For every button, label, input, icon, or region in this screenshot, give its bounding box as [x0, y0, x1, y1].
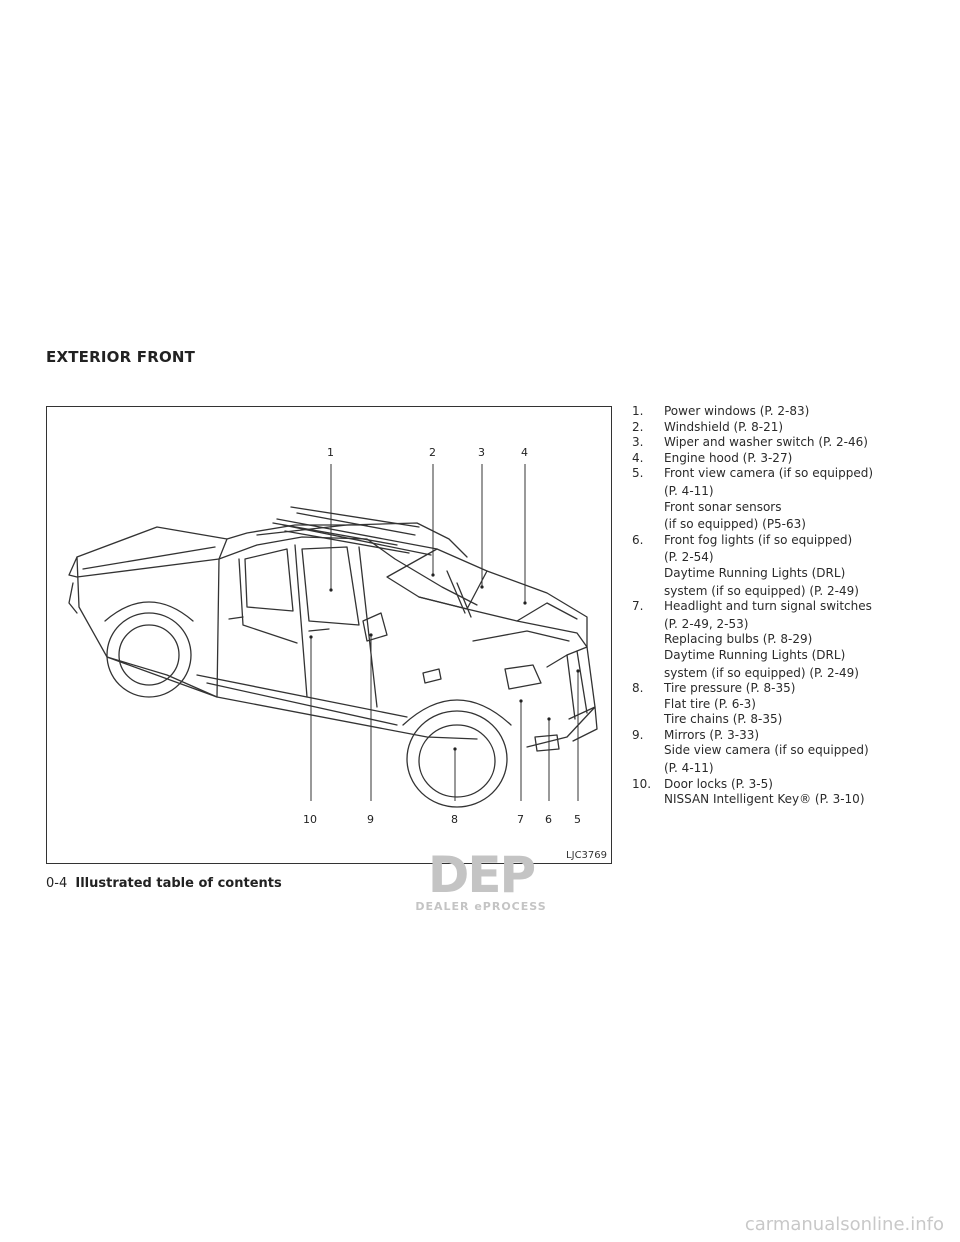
legend-text: Tire pressure (P. 8-35)	[664, 681, 796, 696]
legend-text: Front fog lights (if so equipped)	[664, 532, 853, 547]
legend-text: Door locks (P. 3-5)	[664, 776, 773, 791]
legend-item	[632, 777, 932, 808]
legend-text: Flat tire (P. 6-3)	[664, 696, 756, 711]
callout-9: 9	[367, 813, 374, 826]
truck-drawing	[47, 407, 613, 865]
site-watermark: carmanualsonline.info	[744, 1214, 944, 1235]
legend-item	[632, 681, 932, 728]
legend-number: 10.	[632, 776, 652, 791]
legend-number: 2.	[632, 419, 644, 434]
legend-number: 4.	[632, 450, 644, 465]
logo-text: DEP	[427, 848, 535, 904]
dealer-eprocess-logo	[398, 848, 564, 914]
legend-text: Tire chains (P. 8-35)	[664, 712, 783, 727]
page-number: 0-4	[46, 876, 68, 891]
legend-item	[632, 435, 932, 451]
legend-text: Power windows (P. 2-83)	[664, 404, 810, 418]
callout-10: 10	[303, 813, 317, 826]
legend-text: Wiper and washer switch (P. 2-46)	[664, 435, 868, 450]
chapter-title: Illustrated table of contents	[75, 876, 282, 891]
callout-7: 7	[517, 813, 524, 826]
callout-3: 3	[478, 446, 485, 459]
logo-tagline: DEALER ePROCESS	[415, 900, 547, 913]
legend-text: Front sonar sensors	[664, 499, 782, 514]
callout-1: 1	[327, 446, 334, 459]
callout-6: 6	[545, 813, 552, 826]
legend-item	[632, 404, 932, 420]
legend-text: system (if so equipped) (P. 2-49)	[664, 583, 859, 598]
legend-item	[632, 728, 932, 777]
legend-item	[632, 599, 932, 681]
legend-text: Front view camera (if so equipped)	[664, 466, 874, 481]
legend-text: NISSAN Intelligent Key® (P. 3-10)	[664, 792, 865, 807]
legend-text: Headlight and turn signal switches	[664, 599, 872, 614]
legend-text: Daytime Running Lights (DRL)	[664, 647, 846, 662]
legend-number: 8.	[632, 681, 644, 696]
legend-list	[632, 404, 932, 808]
callout-2: 2	[429, 446, 436, 459]
legend-item	[632, 451, 932, 467]
legend-text: system (if so equipped) (P. 2-49)	[664, 665, 859, 680]
legend-text: (P. 4-11)	[664, 483, 714, 498]
callout-5: 5	[574, 813, 581, 826]
page-footer	[46, 876, 282, 891]
legend-number: 5.	[632, 466, 644, 481]
callout-8: 8	[451, 813, 458, 826]
legend-item	[632, 420, 932, 436]
legend-number: 9.	[632, 727, 644, 742]
legend-item	[632, 533, 932, 599]
callout-4: 4	[521, 446, 528, 459]
legend-text: (P. 2-54)	[664, 550, 714, 565]
legend-text: Windshield (P. 8-21)	[664, 419, 784, 434]
legend-number: 6.	[632, 532, 644, 547]
legend-text: (if so equipped) (P5-63)	[664, 517, 806, 532]
section-title: EXTERIOR FRONT	[46, 348, 196, 366]
legend-item	[632, 466, 932, 532]
legend-text: Replacing bulbs (P. 8-29)	[664, 632, 813, 647]
legend-text: Daytime Running Lights (DRL)	[664, 565, 846, 580]
legend-text: (P. 4-11)	[664, 761, 714, 776]
legend-text: Side view camera (if so equipped)	[664, 743, 869, 758]
legend-text: (P. 2-49, 2-53)	[664, 616, 749, 631]
legend-number: 7.	[632, 599, 644, 614]
legend-number: 3.	[632, 435, 644, 450]
legend-number: 1.	[632, 404, 644, 418]
legend-text: Mirrors (P. 3-33)	[664, 727, 760, 742]
dep-logo-graphic	[398, 848, 564, 914]
figure-code: LJC3769	[566, 850, 607, 861]
legend-text: Engine hood (P. 3-27)	[664, 450, 793, 465]
truck-illustration	[46, 406, 612, 864]
